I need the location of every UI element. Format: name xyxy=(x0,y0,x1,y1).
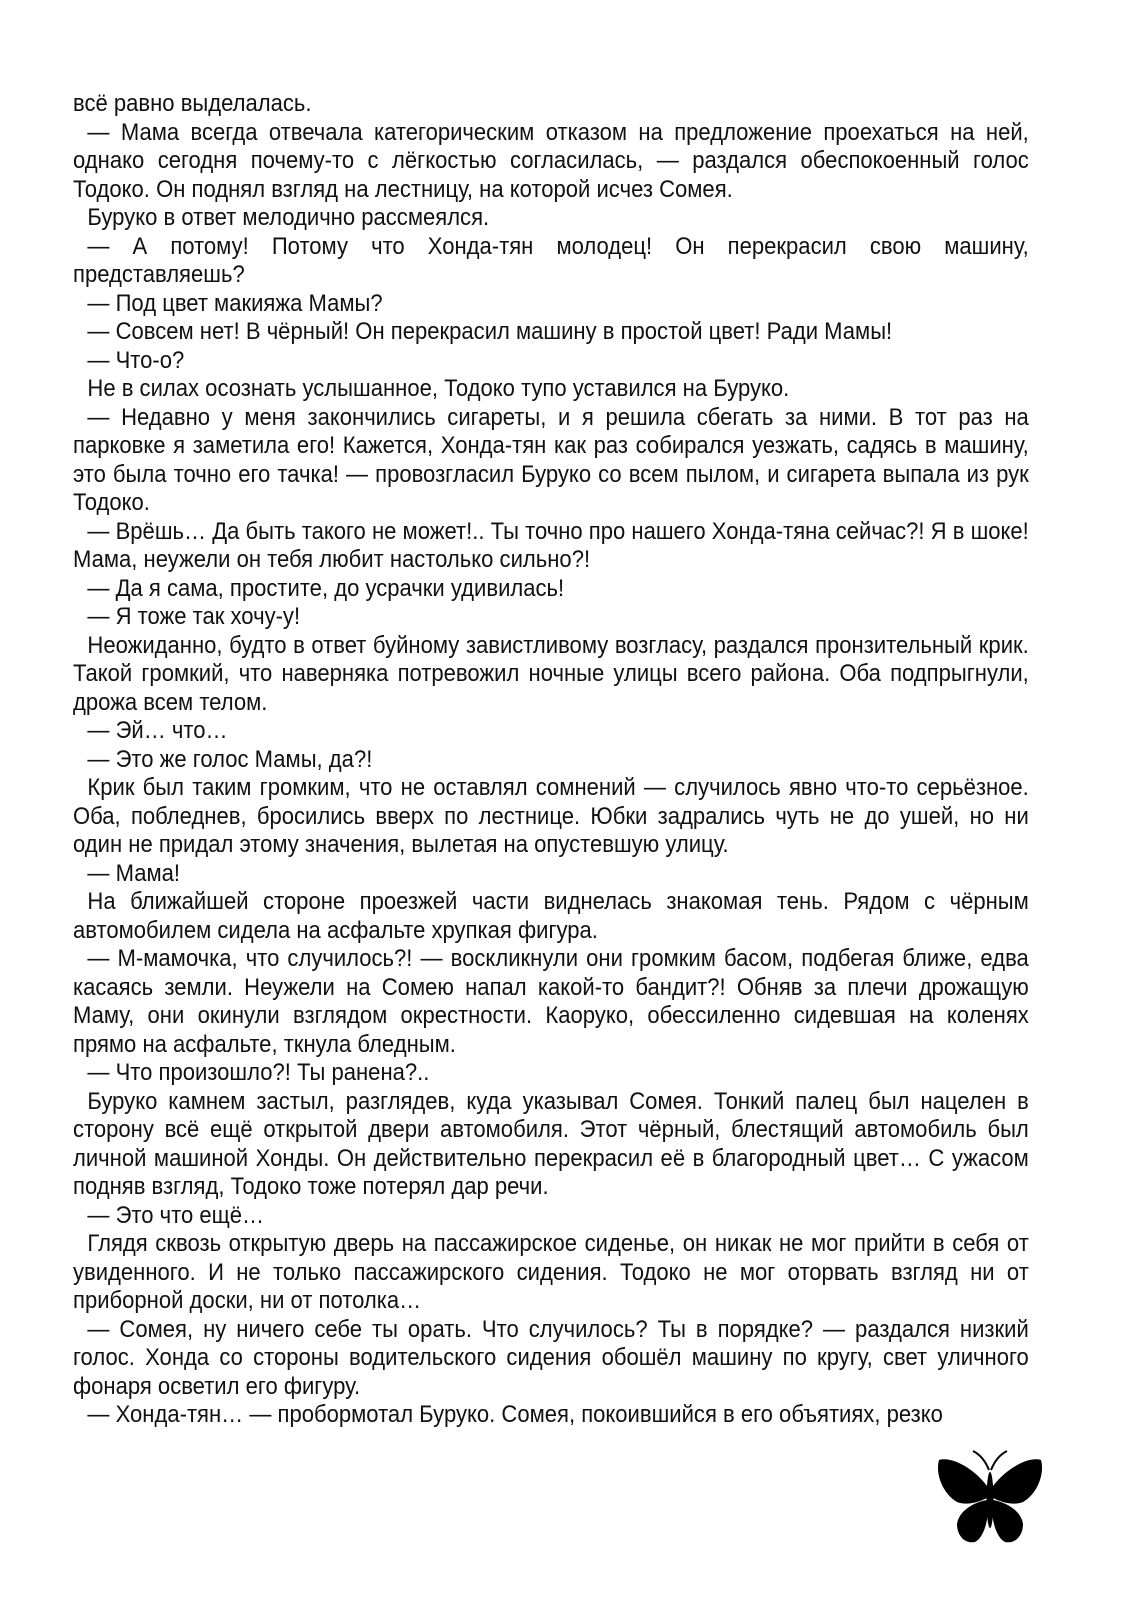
paragraph-20: — Что произошло?! Ты ранена?.. xyxy=(87,1059,430,1086)
paragraph-24: — Сомея, ну ничего себе ты орать. Что случилось? Ты в порядке? — раздался низкий голос. Хонда со стороны водительского сидения обошёл машину по кругу, свет уличного фонаря осветил его фигуру. xyxy=(73,1315,1029,1400)
paragraph-18: На ближайшей стороне проезжей части виднелась знакомая тень. Рядом с чёрным автомобилем сидела на асфальте хрупкая фигура. xyxy=(73,888,1029,944)
paragraph-19: — М-мамочка, что случилось?! — воскликнули они громким басом, подбегая ближе, едва касаясь земли. Неужели на Сомею напал какой-то бандит?! Обняв за плечи дрожащую Маму, они окинули взглядом окрестности. Каоруко, обессиленно сидевшая на коленях прямо на асфальте, ткнула бледным. xyxy=(73,945,1029,1058)
paragraph-9: — Недавно у меня закончились сигареты, и я решила сбегать за ними. В тот раз на парковке я заметила его! Кажется, Хонда-тян как раз собирался уезжать, садясь в машину, это была точно его тачка! — провозгласил Буруко со всем пылом, и сигарета выпала из рук Тодоко. xyxy=(73,403,1029,516)
paragraph-4: — А потому! Потому что Хонда-тян молодец! Он перекрасил свою машину, представляешь? xyxy=(73,232,1029,288)
paragraph-17: — Мама! xyxy=(87,859,181,887)
manga-text-page xyxy=(73,90,1029,1430)
paragraph-12: — Я тоже так хочу-у! xyxy=(87,603,301,630)
paragraph-21: Буруко камнем застыл, разглядев, куда указывал Сомея. Тонкий палец был нацелен в сторону всё ещё открытой двери автомобиля. Этот чёрный, блестящий автомобиль был личной машиной Хонды. Он действительно перекрасил её в благородный цвет… С ужасом подняв взгляд, Тодоко тоже потерял дар речи. xyxy=(73,1087,1029,1200)
paragraph-6: — Совсем нет! В чёрный! Он перекрасил машину в простой цвет! Ради Мамы! xyxy=(87,318,893,345)
paragraph-11: — Да я сама, простите, до усрачки удивилась! xyxy=(87,574,565,602)
paragraph-7: — Что-о? xyxy=(87,346,185,374)
paragraph-1: всё равно выделалась. xyxy=(73,90,312,117)
paragraph-15: — Это же голос Мамы, да?! xyxy=(87,745,373,773)
paragraph-23: Глядя сквозь открытую дверь на пассажирское сиденье, он никак не мог прийти в себя от увиденного. И не только пассажирского сидения. Тодоко не мог оторвать взгляд ни от приборной доски, ни от потолка… xyxy=(73,1230,1029,1314)
butterfly-icon xyxy=(935,1440,1045,1550)
paragraph-5: — Под цвет макияжа Мамы? xyxy=(87,289,383,317)
paragraph-22: — Это что ещё… xyxy=(87,1201,265,1229)
paragraph-2: — Мама всегда отвечала категорическим отказом на предложение проехаться на ней, однако сегодня почему-то с лёгкостью согласилась, — раздался обеспокоенный голос Тодоко. Он поднял взгляд на лестницу, на которой исчез Сомея. xyxy=(73,118,1029,203)
paragraph-13: Неожиданно, будто в ответ буйному завистливому возгласу, раздался пронзительный крик. Такой громкий, что наверняка потревожил ночные улицы всего района. Оба подпрыгнули, дрожа всем телом. xyxy=(73,631,1029,716)
paragraph-16: Крик был таким громким, что не оставлял сомнений — случилось явно что-то серьёзное. Оба, побледнев, бросились вверх по лестнице. Юбки задрались чуть не до ушей, но ни один не придал этому значения, вылетая на опустевшую улицу. xyxy=(73,774,1029,858)
paragraph-10: — Врёшь… Да быть такого не может!.. Ты точно про нашего Хонда-тяна сейчас?! Я в шоке! Мама, неужели он тебя любит настолько сильно?! xyxy=(73,517,1029,573)
paragraph-14: — Эй… что… xyxy=(87,717,228,744)
paragraph-8: Не в силах осознать услышанное, Тодоко тупо уставился на Буруко. xyxy=(87,375,790,402)
paragraph-3: Буруко в ответ мелодично рассмеялся. xyxy=(87,204,490,231)
paragraph-25: — Хонда-тян… — пробормотал Буруко. Сомея, покоившийся в его объятиях, резко xyxy=(87,1401,943,1428)
